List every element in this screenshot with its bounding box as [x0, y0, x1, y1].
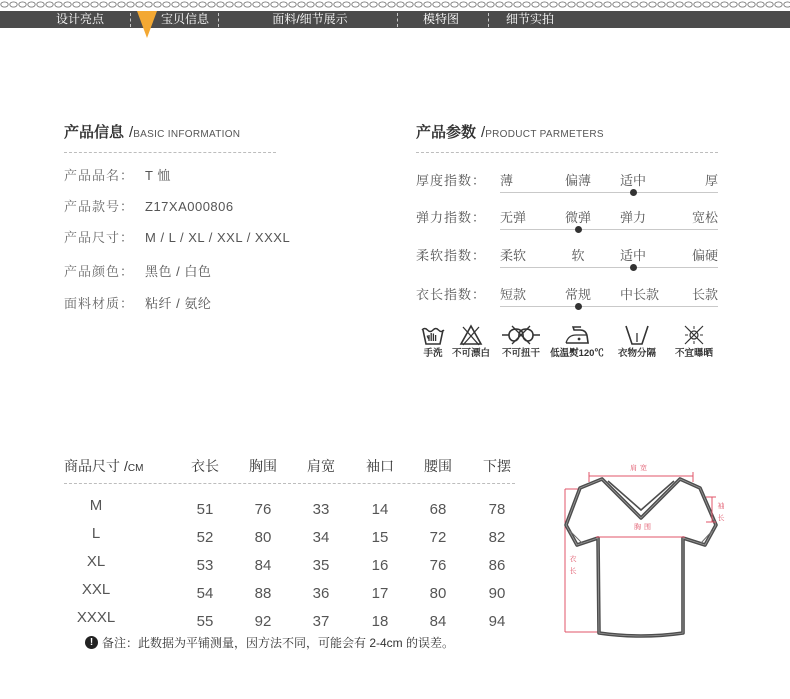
info-label: 产品款号： [64, 199, 135, 214]
param-option: 偏硬 [691, 248, 718, 263]
care-label: 衣物分隔 [617, 348, 657, 359]
param-option: 无弹 [500, 210, 527, 225]
table-row [0, 609, 540, 631]
param-option: 中长款 [620, 287, 660, 302]
heading-separator: / [124, 458, 128, 474]
tab-detail-photos[interactable]: 细节实拍 [505, 12, 555, 26]
table-cell: 76 [254, 501, 272, 518]
tshirt-outline-icon [555, 460, 730, 645]
param-row-elasticity [0, 210, 790, 236]
tshirt-measurement-diagram [555, 460, 730, 645]
params-title: 产品参数 [416, 124, 477, 141]
basic-info-subtitle: BASIC INFORMATION [133, 129, 241, 140]
table-cell: 80 [429, 585, 447, 602]
tab-separator [218, 13, 219, 27]
info-value: M / L / XL / XXL / XXXL [145, 230, 291, 245]
column-header: 肩宽 [307, 458, 335, 474]
param-row-thickness [0, 173, 790, 199]
divider [416, 152, 718, 153]
no-wring-icon [501, 324, 541, 346]
param-scale-line [500, 306, 718, 307]
care-label: 低温熨120℃ [550, 348, 604, 359]
size-table-title-text: 商品尺寸 [64, 458, 120, 474]
basic-info-heading [64, 124, 240, 142]
params-heading [416, 124, 604, 142]
table-cell: 54 [196, 585, 214, 602]
care-label: 不可扭干 [501, 348, 540, 359]
wash-separately-icon [623, 324, 651, 346]
param-option: 偏薄 [564, 173, 592, 188]
table-row [0, 581, 540, 603]
column-header: 腰围 [424, 458, 452, 474]
table-row [0, 497, 540, 519]
tab-fabric-details[interactable]: 面料/细节展示 [272, 12, 348, 26]
param-option: 弹力 [620, 210, 647, 225]
table-cell: 14 [371, 501, 389, 518]
info-value: 粘纤 / 氨纶 [145, 296, 212, 311]
care-item-wash-separately [618, 324, 656, 360]
param-option: 适中 [620, 248, 647, 263]
table-cell: 33 [312, 501, 330, 518]
nav-bar [0, 11, 790, 28]
param-label: 厚度指数： [416, 173, 487, 188]
no-bleach-icon [459, 324, 483, 346]
column-header: 胸围 [249, 458, 277, 474]
param-option: 宽松 [691, 210, 718, 225]
table-cell: 84 [429, 613, 447, 630]
care-item-no-bleach [452, 324, 490, 360]
table-cell: 80 [254, 529, 272, 546]
info-label: 面料材质： [64, 296, 135, 311]
size-table-title [64, 457, 143, 478]
info-label: 产品品名： [64, 168, 135, 183]
param-option: 软 [571, 248, 585, 263]
table-cell: 52 [196, 529, 214, 546]
heading-separator: / [481, 124, 486, 141]
param-label: 弹力指数： [416, 210, 487, 225]
tab-separator [488, 13, 489, 27]
tab-separator [130, 13, 131, 27]
table-cell: 34 [312, 529, 330, 546]
care-item-no-wring [501, 324, 541, 360]
table-cell: 78 [488, 501, 506, 518]
table-cell: 94 [488, 613, 506, 630]
table-cell: 76 [429, 557, 447, 574]
size-label: L [91, 525, 101, 542]
measurement-note [85, 636, 454, 650]
care-label: 不宜曝晒 [674, 348, 714, 359]
param-scale-line [500, 192, 718, 193]
sleeve-label: 袖长 [717, 502, 724, 526]
hand-wash-icon [421, 324, 445, 346]
table-cell: 15 [371, 529, 389, 546]
active-tab-indicator-icon [137, 11, 157, 38]
care-item-hand-wash [421, 324, 445, 360]
size-label: XXL [81, 581, 111, 598]
length-label: 衣长 [569, 555, 576, 579]
table-cell: 17 [371, 585, 389, 602]
table-cell: 53 [196, 557, 214, 574]
size-table-unit: CM [127, 463, 144, 474]
table-cell: 36 [312, 585, 330, 602]
param-indicator-dot [630, 189, 637, 196]
size-label: XXXL [76, 609, 116, 626]
table-cell: 92 [254, 613, 272, 630]
table-cell: 90 [488, 585, 506, 602]
param-scale-line [500, 267, 718, 268]
param-option: 短款 [500, 287, 527, 302]
table-row [0, 553, 540, 575]
param-row-softness [0, 248, 790, 274]
param-row-length [0, 287, 790, 313]
info-label: 产品尺寸： [64, 230, 135, 245]
divider [64, 152, 276, 153]
low-temp-iron-icon [564, 324, 590, 346]
param-indicator-dot [575, 226, 582, 233]
param-option: 适中 [620, 173, 647, 188]
column-header: 下摆 [483, 458, 511, 474]
column-header: 袖口 [366, 458, 394, 474]
no-sun-dry-icon [682, 324, 706, 346]
warning-icon [85, 636, 98, 649]
tab-product-info[interactable]: 宝贝信息 [160, 12, 210, 26]
column-header: 衣长 [191, 458, 219, 474]
info-value: 黑色 / 白色 [145, 264, 212, 279]
tab-design-highlights[interactable]: 设计亮点 [55, 12, 105, 26]
decorative-oval-border [0, 0, 790, 10]
table-cell: 55 [196, 613, 214, 630]
info-value: T 恤 [145, 168, 171, 183]
param-option: 厚 [704, 173, 718, 188]
size-label: XL [86, 553, 106, 570]
table-cell: 18 [371, 613, 389, 630]
table-cell: 84 [254, 557, 272, 574]
basic-info-title: 产品信息 [64, 124, 125, 141]
note-text: 备注：此数据为平铺测量，因方法不同，可能会有 2-4cm 的误差。 [102, 636, 455, 650]
info-value: Z17XA000806 [145, 199, 234, 214]
param-option: 长款 [691, 287, 718, 302]
info-label: 产品颜色： [64, 264, 135, 279]
param-option: 常规 [564, 287, 592, 302]
care-label: 不可漂白 [451, 348, 491, 359]
param-option: 柔软 [500, 248, 527, 263]
table-cell: 72 [429, 529, 447, 546]
table-cell: 37 [312, 613, 330, 630]
table-cell: 86 [488, 557, 506, 574]
shoulder-label: 肩宽 [630, 465, 650, 472]
param-scale-line [500, 229, 718, 230]
care-item-no-sun-dry [675, 324, 713, 360]
table-row [0, 525, 540, 547]
table-cell: 16 [371, 557, 389, 574]
divider [64, 483, 515, 484]
param-option: 薄 [500, 173, 514, 188]
table-cell: 51 [196, 501, 214, 518]
size-label: M [89, 497, 103, 514]
param-indicator-dot [630, 264, 637, 271]
param-label: 柔软指数： [416, 248, 487, 263]
tab-model-photos[interactable]: 模特图 [422, 12, 460, 26]
param-indicator-dot [575, 303, 582, 310]
param-option: 微弹 [564, 210, 592, 225]
table-cell: 68 [429, 501, 447, 518]
care-label: 手洗 [423, 348, 443, 359]
param-label: 衣长指数： [416, 287, 487, 302]
chest-label: 胸围 [634, 524, 654, 531]
table-cell: 88 [254, 585, 272, 602]
table-cell: 35 [312, 557, 330, 574]
heading-separator: / [129, 124, 134, 141]
params-subtitle: PRODUCT PARMETERS [485, 129, 604, 140]
table-cell: 82 [488, 529, 506, 546]
tab-separator [397, 13, 398, 27]
care-item-low-iron [550, 324, 604, 360]
